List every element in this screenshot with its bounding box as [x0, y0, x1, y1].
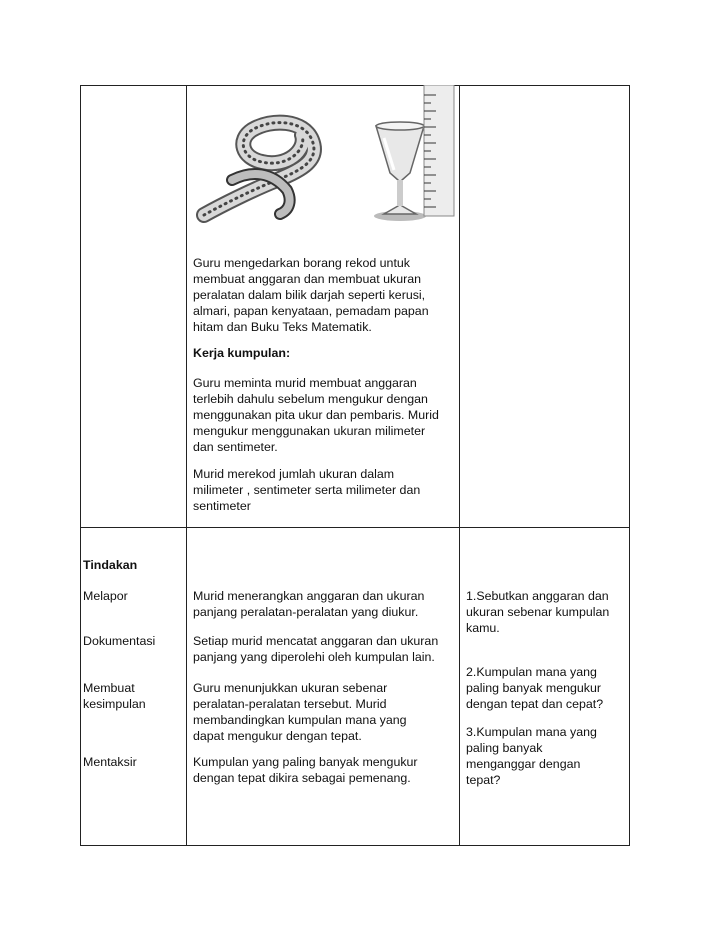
question2-line2: paling banyak mengukur [466, 681, 602, 695]
row1-paragraph3-line3: sentimeter [193, 499, 251, 513]
label-membuat: Membuat [83, 681, 135, 695]
row1-paragraph2-line1: Guru meminta murid membuat anggaran [193, 376, 417, 390]
row1-heading: Kerja kumpulan: [193, 346, 291, 360]
kesimpulan-text-line4: dapat mengukur dengan tepat. [193, 729, 362, 743]
row1-paragraph3-line1: Murid merekod jumlah ukuran dalam [193, 467, 395, 481]
mentaksir-text-line1: Kumpulan yang paling banyak mengukur [193, 755, 418, 769]
mentaksir-text-line2: dengan tepat dikira sebagai pemenang. [193, 771, 411, 785]
row1-paragraph3-line2: milimeter , sentimeter serta milimeter dan [193, 483, 421, 497]
table-col-divider-2 [459, 85, 460, 846]
question3-line1: 3.Kumpulan mana yang [466, 725, 597, 739]
table-col-divider-1 [186, 85, 187, 846]
row1-paragraph1-line5: hitam dan Buku Teks Matematik. [193, 320, 372, 334]
table-row-divider [80, 527, 630, 528]
label-dokumentasi: Dokumentasi [83, 634, 156, 648]
row1-paragraph1-line3: peralatan dalam bilik darjah seperti kerusi, [193, 288, 426, 302]
question1-line2: ukuran sebenar kumpulan [466, 605, 610, 619]
kesimpulan-text-line3: membandingkan kumpulan mana yang [193, 713, 407, 727]
question1-line3: kamu. [466, 621, 500, 635]
row1-paragraph2-line5: dan sentimeter. [193, 440, 278, 454]
table-border-bottom [80, 845, 630, 846]
question3-line2: paling banyak [466, 741, 543, 755]
label-kesimpulan: kesimpulan [83, 697, 146, 711]
row1-paragraph2-line2: terlebih dahulu sebelum mengukur dengan [193, 392, 428, 406]
melapor-text-line2: panjang peralatan-peralatan yang diukur. [193, 605, 419, 619]
question2-line3: dengan tepat dan cepat? [466, 697, 604, 711]
row1-paragraph1-line1: Guru mengedarkan borang rekod untuk [193, 256, 410, 270]
row2-heading: Tindakan [83, 558, 138, 572]
label-mentaksir: Mentaksir [83, 755, 137, 769]
table-border-right [629, 85, 630, 846]
question3-line4: tepat? [466, 773, 501, 787]
row1-paragraph2-line4: mengukur menggunakan ukuran milimeter [193, 424, 426, 438]
row1-paragraph1-line2: membuat anggaran dan membuat ukuran [193, 272, 421, 286]
row1-paragraph2-line3: menggunakan pita ukur dan pembaris. Murid [193, 408, 439, 422]
measuring-tape-image [192, 110, 327, 225]
ruler-image [422, 85, 458, 218]
question3-line3: menganggar dengan [466, 757, 581, 771]
table-border-left [80, 85, 81, 846]
kesimpulan-text-line1: Guru menunjukkan ukuran sebenar [193, 681, 388, 695]
row1-paragraph1-line4: almari, papan kenyataan, pemadam papan [193, 304, 429, 318]
kesimpulan-text-line2: peralatan-peralatan tersebut. Murid [193, 697, 387, 711]
dokumentasi-text-line2: panjang yang diperolehi oleh kumpulan lain. [193, 650, 435, 664]
melapor-text-line1: Murid menerangkan anggaran dan ukuran [193, 589, 425, 603]
label-melapor: Melapor [83, 589, 128, 603]
table-border-top [80, 85, 630, 86]
question1-line1: 1.Sebutkan anggaran dan [466, 589, 609, 603]
dokumentasi-text-line1: Setiap murid mencatat anggaran dan ukuran [193, 634, 439, 648]
question2-line1: 2.Kumpulan mana yang [466, 665, 597, 679]
